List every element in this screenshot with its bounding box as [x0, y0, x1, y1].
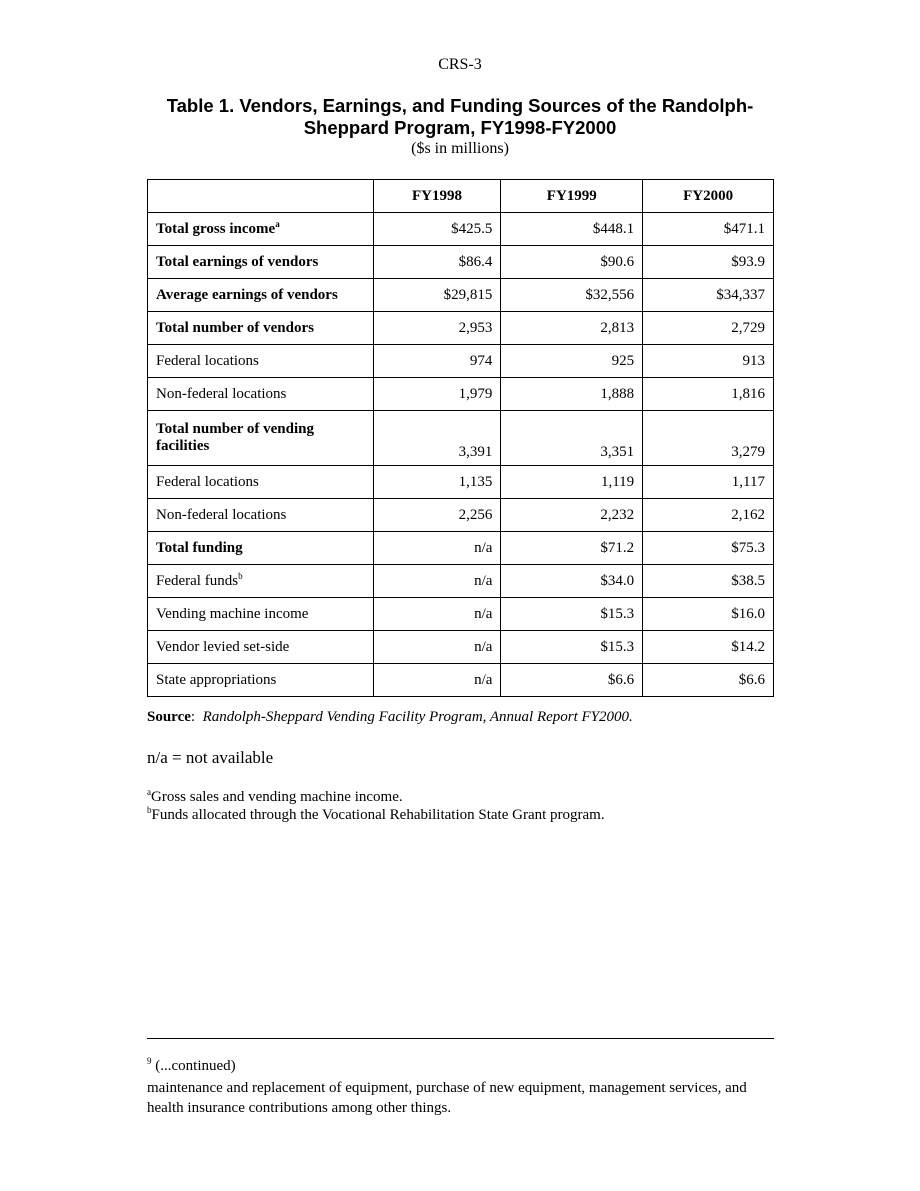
row-label: Non-federal locations	[148, 499, 374, 532]
source-separator: :	[190, 709, 203, 725]
footnote-b-text: Funds allocated through the Vocational Rehabilitation State Grant program.	[151, 807, 605, 823]
table-title	[147, 95, 773, 139]
cell-fy2000: $14.2	[643, 631, 774, 664]
footnote-a-mark: a	[147, 787, 151, 797]
row-label: Federal locations	[148, 466, 374, 499]
continued-footnote-label: (...continued)	[151, 1058, 236, 1074]
table-row	[148, 279, 774, 312]
cell-fy1999: $71.2	[501, 532, 643, 565]
continued-footnote-text: maintenance and replacement of equipment, purchase of new equipment, management services, and health insurance contributions among other things.	[147, 1080, 747, 1116]
row-label: Total earnings of vendors	[148, 246, 374, 279]
table-row	[148, 664, 774, 697]
row-label: Total number of vending facilities	[148, 411, 374, 466]
continued-footnote-header	[147, 1058, 236, 1075]
cell-fy1999: $448.1	[501, 213, 643, 246]
row-label: State appropriations	[148, 664, 374, 697]
cell-fy1999: 1,119	[501, 466, 643, 499]
table-row	[148, 532, 774, 565]
row-label: Vending machine income	[148, 598, 374, 631]
cell-fy2000: $75.3	[643, 532, 774, 565]
cell-fy2000: 3,279	[643, 411, 774, 466]
row-label: Total gross income$^a$	[148, 213, 374, 246]
table-row	[148, 411, 774, 466]
cell-fy2000: 2,162	[643, 499, 774, 532]
row-label: Non-federal locations	[148, 378, 374, 411]
cell-fy1998: $29,815	[373, 279, 501, 312]
cell-fy1998: 2,256	[373, 499, 501, 532]
cell-fy1999: 925	[501, 345, 643, 378]
cell-fy2000: $34,337	[643, 279, 774, 312]
row-label: Vendor levied set-side	[148, 631, 374, 664]
footnote-mark-b: b	[238, 570, 243, 581]
cell-fy1998: 1,135	[373, 466, 501, 499]
data-table	[147, 179, 774, 697]
table-title-line2: Sheppard Program, FY1998-FY2000	[303, 117, 617, 138]
source-note	[147, 709, 773, 726]
footnote-b	[147, 807, 773, 824]
column-header-fy2000: FY2000	[643, 180, 774, 213]
table-row	[148, 631, 774, 664]
cell-fy1998: n/a	[373, 532, 501, 565]
cell-fy1998: 1,979	[373, 378, 501, 411]
table-row	[148, 213, 774, 246]
cell-fy1999: 2,813	[501, 312, 643, 345]
cell-fy1998: $86.4	[373, 246, 501, 279]
cell-fy1998: n/a	[373, 631, 501, 664]
column-header-fy1998: FY1998	[373, 180, 501, 213]
cell-fy1999: $15.3	[501, 598, 643, 631]
table-row	[148, 565, 774, 598]
cell-fy1999: $32,556	[501, 279, 643, 312]
cell-fy1999: $34.0	[501, 565, 643, 598]
row-label: Federal locations	[148, 345, 374, 378]
footnote-mark-a: a	[275, 218, 280, 229]
cell-fy1999: $90.6	[501, 246, 643, 279]
cell-fy2000: $38.5	[643, 565, 774, 598]
cell-fy1998: 2,953	[373, 312, 501, 345]
column-header-fy1999: FY1999	[501, 180, 643, 213]
cell-fy2000: 1,816	[643, 378, 774, 411]
cell-fy2000: $6.6	[643, 664, 774, 697]
table-row	[148, 312, 774, 345]
continued-footnote-number: 9	[147, 1056, 152, 1066]
cell-fy1999: 3,351	[501, 411, 643, 466]
cell-fy2000: $16.0	[643, 598, 774, 631]
table-row	[148, 345, 774, 378]
table-row	[148, 246, 774, 279]
table-row	[148, 499, 774, 532]
footnote-a-text: Gross sales and vending machine income.	[151, 789, 403, 805]
cell-fy1999: 2,232	[501, 499, 643, 532]
cell-fy1998: n/a	[373, 664, 501, 697]
cell-fy1998: $425.5	[373, 213, 501, 246]
row-label: Total funding	[148, 532, 374, 565]
table-row	[148, 466, 774, 499]
table-title-line1: Table 1. Vendors, Earnings, and Funding Sources of the Randolph-	[166, 95, 754, 116]
column-header-label	[148, 180, 374, 213]
footnote-divider	[147, 1038, 774, 1039]
footnote-b-mark: b	[147, 805, 152, 815]
cell-fy2000: 2,729	[643, 312, 774, 345]
cell-fy2000: 1,117	[643, 466, 774, 499]
table-row	[148, 378, 774, 411]
table-row	[148, 598, 774, 631]
cell-fy1998: n/a	[373, 598, 501, 631]
cell-fy1998: n/a	[373, 565, 501, 598]
cell-fy1999: $15.3	[501, 631, 643, 664]
row-label: Federal funds$^b$	[148, 565, 374, 598]
cell-fy2000: $93.9	[643, 246, 774, 279]
cell-fy1999: 1,888	[501, 378, 643, 411]
table-subtitle: ($s in millions)	[411, 140, 509, 157]
cell-fy1999: $6.6	[501, 664, 643, 697]
row-label: Average earnings of vendors	[148, 279, 374, 312]
footnote-a	[147, 789, 773, 806]
page-header: CRS-3	[438, 56, 482, 73]
table-header-row	[148, 180, 774, 213]
cell-fy1998: 3,391	[373, 411, 501, 466]
source-label: Source	[147, 709, 191, 725]
cell-fy1998: 974	[373, 345, 501, 378]
cell-fy2000: $471.1	[643, 213, 774, 246]
cell-fy2000: 913	[643, 345, 774, 378]
na-note: n/a = not available	[147, 748, 274, 767]
row-label: Total number of vendors	[148, 312, 374, 345]
source-text: Randolph-Sheppard Vending Facility Program, Annual Report FY2000.	[202, 709, 633, 725]
